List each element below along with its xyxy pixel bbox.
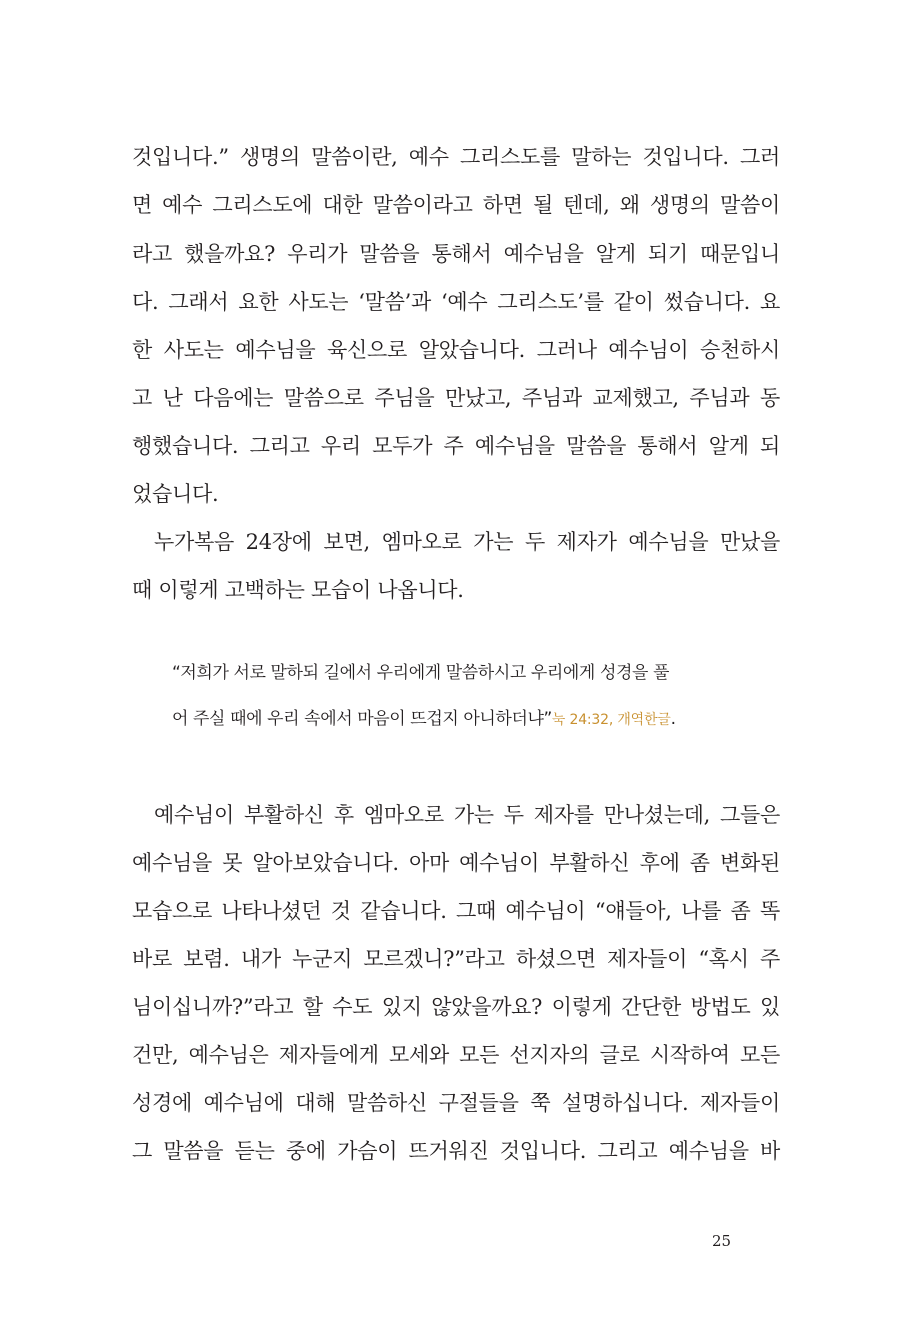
body-text-line: 바로 보렴. 내가 누군지 모르겠니?”라고 하셨으면 제자들이 “혹시 주 [132, 947, 780, 971]
page-number: 25 [712, 1232, 732, 1250]
scripture-quote-line [172, 706, 676, 733]
body-text-line: 건만, 예수님은 제자들에게 모세와 모든 선지자의 글로 시작하여 모든 [132, 1043, 780, 1067]
body-text-line: 것입니다.” 생명의 말씀이란, 예수 그리스도를 말하는 것입니다. 그러 [132, 145, 780, 169]
scripture-quote-line: “저희가 서로 말하되 길에서 우리에게 말씀하시고 우리에게 성경을 풀 [172, 663, 670, 683]
body-text-line: 성경에 예수님에 대해 말씀하신 구절들을 쭉 설명하십니다. 제자들이 [132, 1091, 780, 1115]
body-text-line: 모습으로 나타나셨던 것 같습니다. 그때 예수님이 “얘들아, 나를 좀 똑 [132, 899, 780, 923]
body-text-line: 다. 그래서 요한 사도는 ‘말씀’과 ‘예수 그리스도’를 같이 썼습니다. 요 [132, 290, 780, 314]
body-text-line: 님이십니까?”라고 할 수도 있지 않았을까요? 이렇게 간단한 방법도 있 [132, 995, 780, 1019]
body-text-line: 고 난 다음에는 말씀으로 주님을 만났고, 주님과 교제했고, 주님과 동 [132, 386, 780, 410]
body-text-line: 예수님을 못 알아보았습니다. 아마 예수님이 부활하신 후에 좀 변화된 [132, 851, 780, 875]
body-text-line: 행했습니다. 그리고 우리 모두가 주 예수님을 말씀을 통해서 알게 되 [132, 434, 780, 458]
body-text-line: 었습니다. [132, 482, 219, 506]
body-text-line: 때 이렇게 고백하는 모습이 나옵니다. [132, 578, 464, 602]
body-text-line: 라고 했을까요? 우리가 말씀을 통해서 예수님을 알게 되기 때문입니 [132, 242, 780, 266]
body-text-line: 누가복음 24장에 보면, 엠마오로 가는 두 제자가 예수님을 만났을 [154, 530, 780, 554]
scripture-reference: 눅 24:32, 개역한글 [551, 712, 671, 728]
body-text-line: 면 예수 그리스도에 대한 말씀이라고 하면 될 텐데, 왜 생명의 말씀이 [132, 193, 780, 217]
body-text-line: 한 사도는 예수님을 육신으로 알았습니다. 그러나 예수님이 승천하시 [132, 338, 780, 362]
quote-period: . [670, 709, 676, 729]
body-text-line: 예수님이 부활하신 후 엠마오로 가는 두 제자를 만나셨는데, 그들은 [154, 803, 780, 827]
scripture-quote-text: 어 주실 때에 우리 속에서 마음이 뜨겁지 아니하더냐” [172, 709, 552, 729]
body-text-line: 그 말씀을 듣는 중에 가슴이 뜨거워진 것입니다. 그리고 예수님을 바 [132, 1139, 780, 1163]
